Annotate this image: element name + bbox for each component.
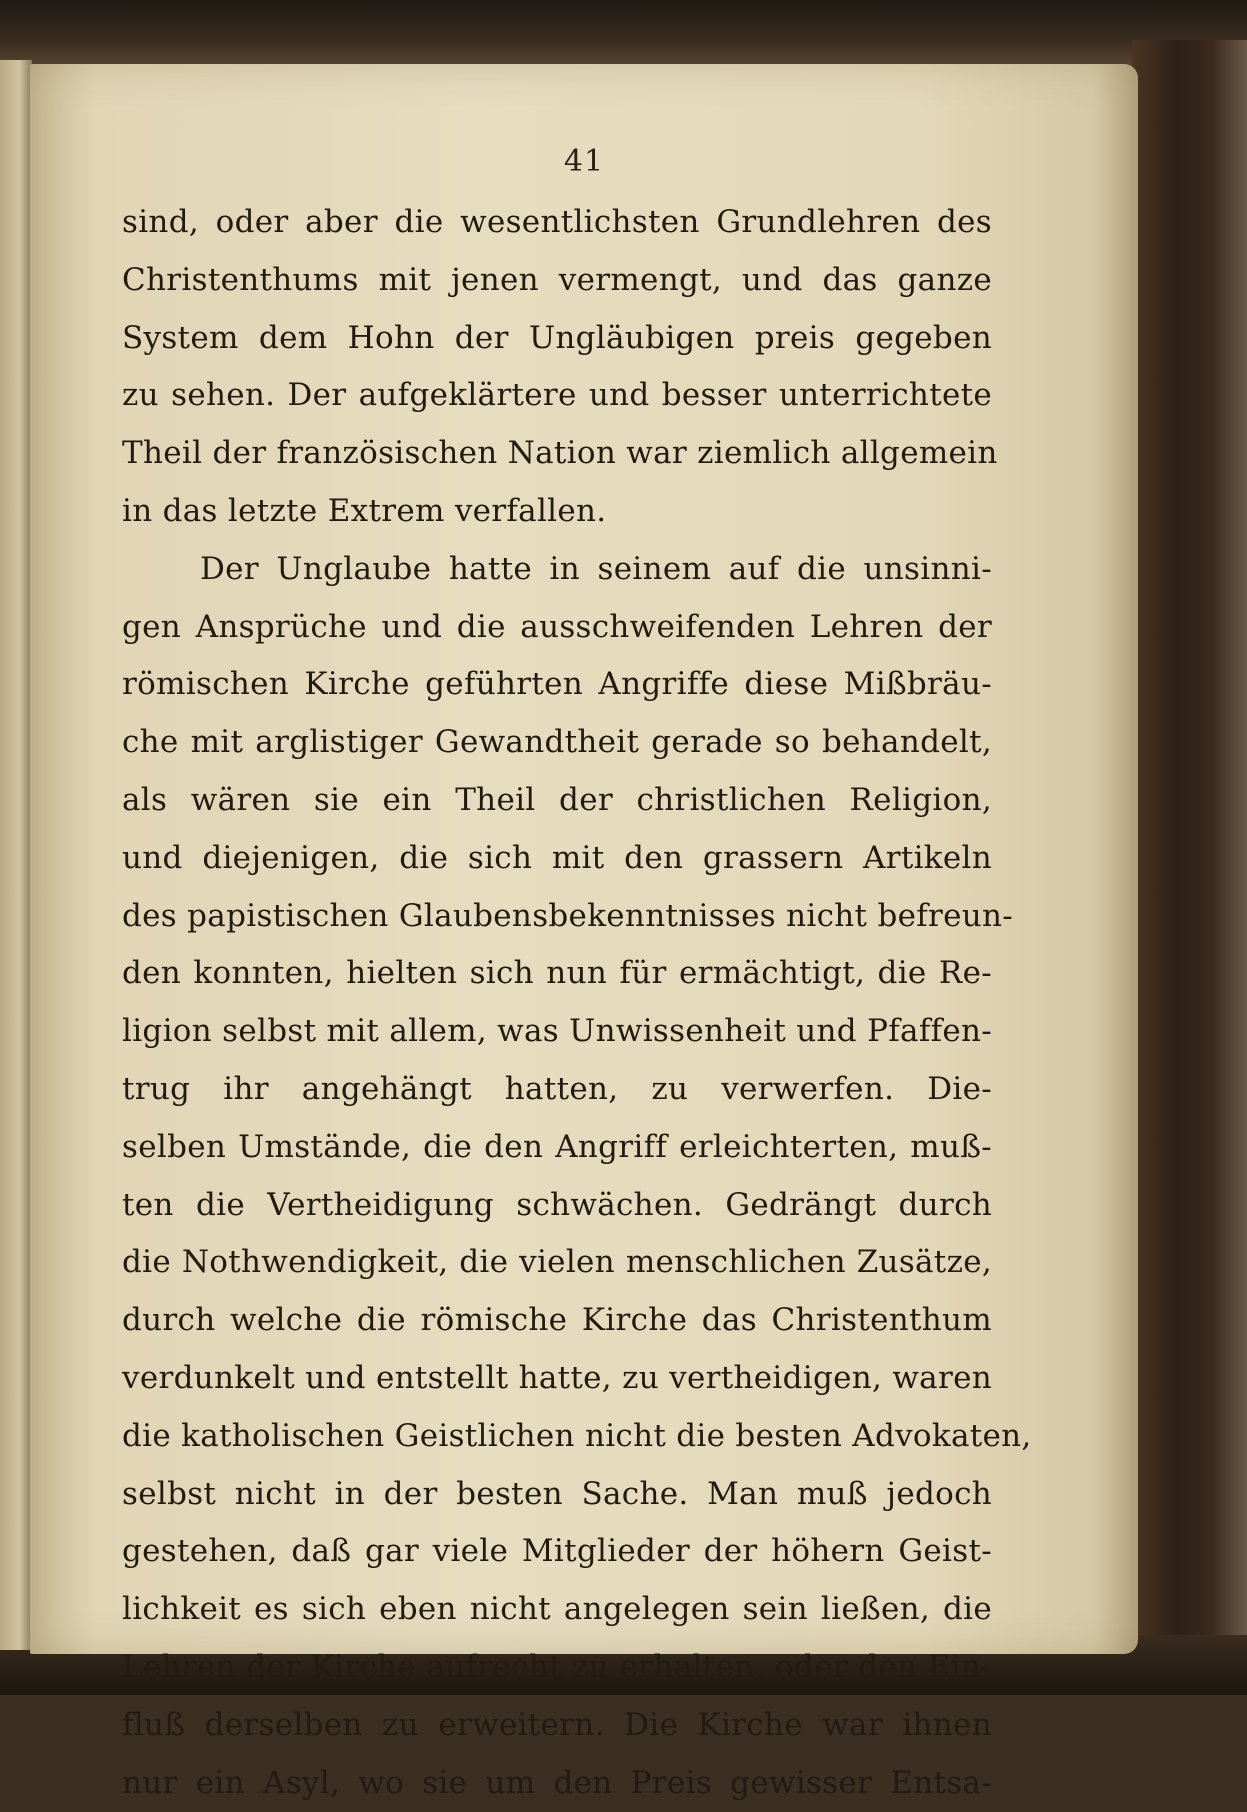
text-line: selben Umstände, die den Angriff erleichterten, muß- [122,1128,992,1165]
previous-page-edge [0,60,32,1650]
text-line: Christenthums mit jenen vermengt, und das ganze [122,261,992,298]
text-line: gen Ansprüche und die ausschweifenden Lehren der [122,608,992,645]
text-line: als wären sie ein Theil der christlichen Religion, [122,781,992,818]
text-line: selbst nicht in der besten Sache. Man muß jedoch [122,1475,992,1512]
text-line: zu sehen. Der aufgeklärtere und besser unterrichtete [122,377,992,414]
text-line: durch welche die römische Kirche das Christenthum [122,1302,992,1339]
text-line: die katholischen Geistlichen nicht die besten Advokaten, [122,1417,1032,1454]
text-line: trug ihr angehängt hatten, zu verwerfen. Die- [122,1070,992,1107]
text-line: Der Unglaube hatte in seinem auf die unsinni- [200,550,992,587]
body-text [122,194,1032,1812]
text-line: die Nothwendigkeit, die vielen menschlichen Zusätze, [122,1244,992,1281]
text-line: lichkeit es sich eben nicht angelegen sein ließen, die [122,1591,992,1628]
page-number: 41 [563,144,605,179]
text-line: des papistischen Glaubensbekenntnisses nicht befreun- [122,897,1014,934]
text-line: verdunkelt und entstellt hatte, zu vertheidigen, waren [122,1359,992,1396]
text-line: fluß derselben zu erweitern. Die Kirche war ihnen [122,1706,992,1743]
text-line: in das letzte Extrem verfallen. [122,492,607,529]
text-line: nur ein Asyl, wo sie um den Preis gewisser Entsa- [122,1764,992,1801]
text-line: sind, oder aber die wesentlichsten Grundlehren des [122,204,992,240]
text-line: System dem Hohn der Ungläubigen preis gegeben [122,319,992,356]
book-cover-edge [1132,40,1247,1695]
book-binding-top [0,0,1247,68]
text-line: ten die Vertheidigung schwächen. Gedrängt durch [122,1186,992,1223]
text-line: römischen Kirche geführten Angriffe diese Mißbräu- [122,666,992,703]
text-line: den konnten, hielten sich nun für ermächtigt, die Re- [122,955,992,992]
text-line: Lehren der Kirche aufrecht zu erhalten, oder den Ein- [122,1648,992,1685]
text-line: und diejenigen, die sich mit den grassern Artikeln [122,839,992,876]
book-page [30,64,1138,1801]
text-line: gestehen, daß gar viele Mitglieder der höhern Geist- [122,1533,992,1570]
text-line: ligion selbst mit allem, was Unwissenheit und Pfaffen- [122,1013,993,1050]
text-line: Theil der französischen Nation war ziemlich allgemein [122,435,998,472]
text-line: che mit arglistiger Gewandtheit gerade so behandelt, [122,724,992,761]
